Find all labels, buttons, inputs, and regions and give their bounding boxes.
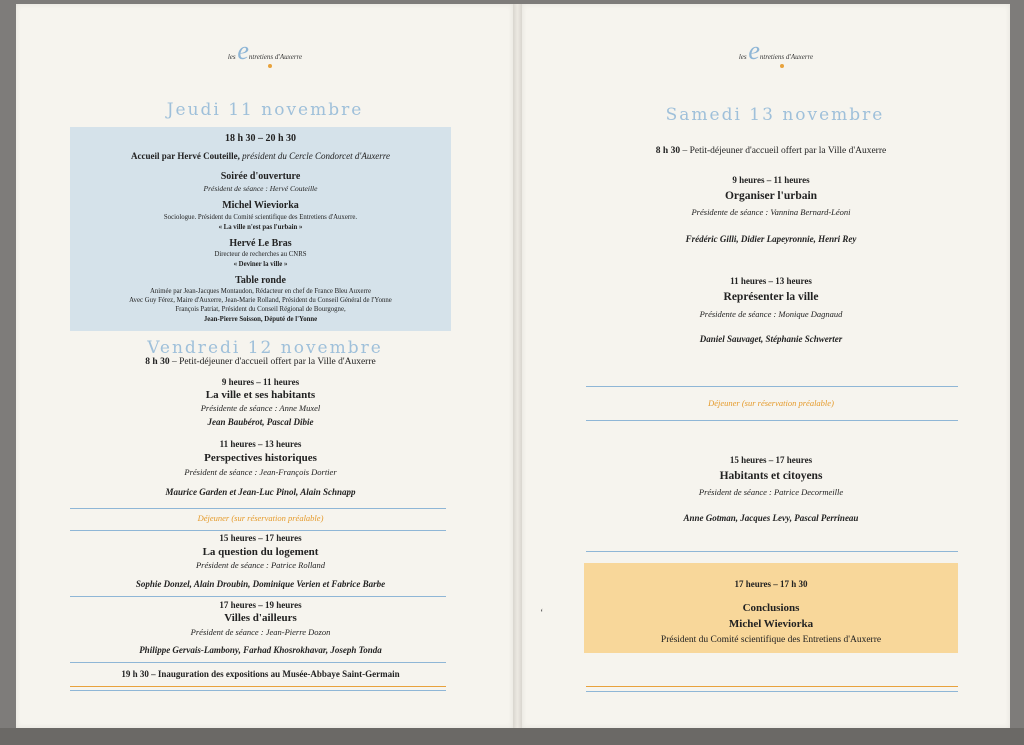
v-inaug-rule-bottom: [70, 690, 446, 691]
v-inaug-rule-top: [70, 662, 446, 663]
s-s2-time: 11 heures – 13 heures: [730, 276, 812, 286]
scan-mark: ‘: [540, 608, 544, 619]
s-bottom-rule: [586, 691, 958, 692]
vendredi-breakfast-time: 8 h 30: [145, 357, 170, 367]
s-concl-rule: [586, 551, 958, 552]
concl-title: Conclusions: [742, 602, 800, 614]
soiree-president: Président de séance : Hervé Couteille: [203, 184, 318, 193]
v-s4-title: Villes d'ailleurs: [224, 612, 297, 624]
speaker2-desc: Directeur de recherches au CNRS: [214, 251, 307, 258]
v-s4-president: Président de séance : Jean-Pierre Dozon: [190, 627, 331, 637]
v-s2-president: Président de séance : Jean-François Dortier: [184, 467, 337, 477]
v-lunch-rule-top: [70, 508, 446, 509]
s-s1-president: Présidente de séance : Vannina Bernard-Léoni: [691, 207, 851, 217]
v-inauguration: 19 h 30 – Inauguration des expositions au Musée-Abbaye Saint-Germain: [121, 669, 400, 679]
v-s4-time: 17 heures – 19 heures: [219, 600, 302, 610]
jeudi-time: 18 h 30 – 20 h 30: [224, 133, 297, 144]
v-s3-rule: [70, 596, 446, 597]
v-s2-time: 11 heures – 13 heures: [219, 439, 302, 449]
samedi-breakfast-time: 8 h 30: [655, 146, 681, 156]
v-s3-president: Président de séance : Patrice Rolland: [195, 560, 326, 570]
jeudi-accueil-it: président du Cercle Condorcet d'Auxerre: [242, 151, 390, 161]
v-s2-speakers: Maurice Garden et Jean-Luc Pinol, Alain Schnapp: [165, 487, 356, 497]
v-s3-time: 15 heures – 17 heures: [219, 533, 302, 543]
concl-desc: Président du Comité scientifique des Entretiens d'Auxerre: [660, 635, 882, 645]
table-ronde-title: Table ronde: [235, 275, 286, 286]
speaker1-name: Michel Wieviorka: [222, 200, 299, 211]
s-s2-speakers: Daniel Sauvaget, Stéphanie Schwerter: [699, 334, 843, 344]
table-ronde-line2: Avec Guy Férez, Maire d'Auxerre, Jean-Marie Rolland, Président du Conseil Général de l'Yonne: [129, 297, 392, 304]
concl-speaker: Michel Wieviorka: [728, 618, 814, 630]
s-s2-president: Présidente de séance : Monique Dagnaud: [699, 309, 843, 319]
v-s1-speakers: Jean Baubérot, Pascal Dibie: [207, 417, 314, 427]
samedi-heading: Samedi 13 novembre: [665, 105, 885, 125]
s-s3-president: Président de séance : Patrice Decormeille: [698, 487, 844, 497]
s-bottom-rule-orange: [586, 686, 958, 687]
logo-dot-icon: [268, 64, 272, 68]
logo-right: [728, 38, 824, 64]
s-s2-title: Représenter la ville: [723, 291, 819, 303]
v-s2-title: Perspectives historiques: [204, 452, 317, 464]
speaker2-talk: « Deviner la ville »: [233, 261, 288, 268]
s-lunch-rule-top: [586, 386, 958, 387]
speaker2-name: Hervé Le Bras: [229, 238, 292, 249]
soiree-title: Soirée d'ouverture: [220, 171, 301, 182]
v-s3-title: La question du logement: [202, 546, 319, 558]
s-s1-title: Organiser l'urbain: [724, 190, 818, 202]
logo-e-glyph: e: [748, 36, 760, 65]
jeudi-heading: Jeudi 11 novembre: [166, 100, 364, 120]
s-s3-speakers: Anne Gotman, Jacques Levy, Pascal Perrineau: [683, 513, 859, 523]
logo-dot-icon: [780, 64, 784, 68]
logo-left: [220, 38, 310, 64]
jeudi-accueil: [70, 151, 451, 161]
logo-text-les: les: [227, 53, 236, 61]
s-s1-speakers: Frédéric Gilli, Didier Lapeyronnie, Henri Rey: [685, 234, 857, 244]
vendredi-heading: Vendredi 12 novembre: [147, 338, 383, 358]
speaker1-desc: Sociologue. Président du Comité scientifique des Entretiens d'Auxerre.: [163, 214, 358, 221]
samedi-breakfast-text: – Petit-déjeuner d'accueil offert par la Ville d'Auxerre: [682, 146, 887, 156]
jeudi-accueil-bold: Accueil par Hervé Couteille,: [131, 151, 240, 161]
table-ronde-line3: François Patriat, Président du Conseil Régional de Bourgogne,: [175, 306, 346, 313]
table-ronde-line4: Jean-Pierre Soisson, Député de l'Yonne: [203, 316, 318, 323]
vendredi-breakfast-text: – Petit-déjeuner d'accueil offert par la Ville d'Auxerre: [171, 357, 376, 367]
v-s1-title: La ville et ses habitants: [205, 389, 316, 401]
v-lunch: Déjeuner (sur réservation préalable): [197, 513, 324, 523]
v-s1-president: Présidente de séance : Anne Muxel: [200, 403, 321, 413]
v-s3-speakers: Sophie Donzel, Alain Droubin, Dominique Verien et Fabrice Barbe: [135, 579, 386, 589]
s-s3-time: 15 heures – 17 heures: [729, 455, 813, 465]
v-inaug-rule-orange: [70, 686, 446, 687]
logo-text-name: ntretiens d'Auxerre: [759, 53, 814, 61]
logo-text-les: les: [738, 53, 747, 61]
v-lunch-rule-bottom: [70, 530, 446, 531]
s-lunch-rule-bottom: [586, 420, 958, 421]
logo-e-glyph: e: [237, 36, 249, 65]
logo-text-name: ntretiens d'Auxerre: [248, 53, 303, 61]
scan-background-strip: [0, 728, 1024, 745]
speaker1-talk: « La ville n'est pas l'urbain »: [218, 224, 303, 231]
page-gutter: [513, 4, 522, 728]
table-ronde-line1: Animée par Jean-Jacques Montaudon, Rédacteur en chef de France Bleu Auxerre: [150, 288, 371, 295]
s-lunch: Déjeuner (sur réservation préalable): [708, 398, 834, 408]
vendredi-breakfast: [70, 357, 451, 368]
s-s1-time: 9 heures – 11 heures: [732, 175, 810, 185]
concl-time: 17 heures – 17 h 30: [734, 579, 808, 589]
v-s4-speakers: Philippe Gervais-Lambony, Farhad Khosrokhavar, Joseph Tonda: [139, 645, 382, 655]
s-s3-title: Habitants et citoyens: [719, 470, 823, 482]
samedi-breakfast: [584, 146, 958, 157]
v-s1-time: 9 heures – 11 heures: [221, 377, 300, 387]
